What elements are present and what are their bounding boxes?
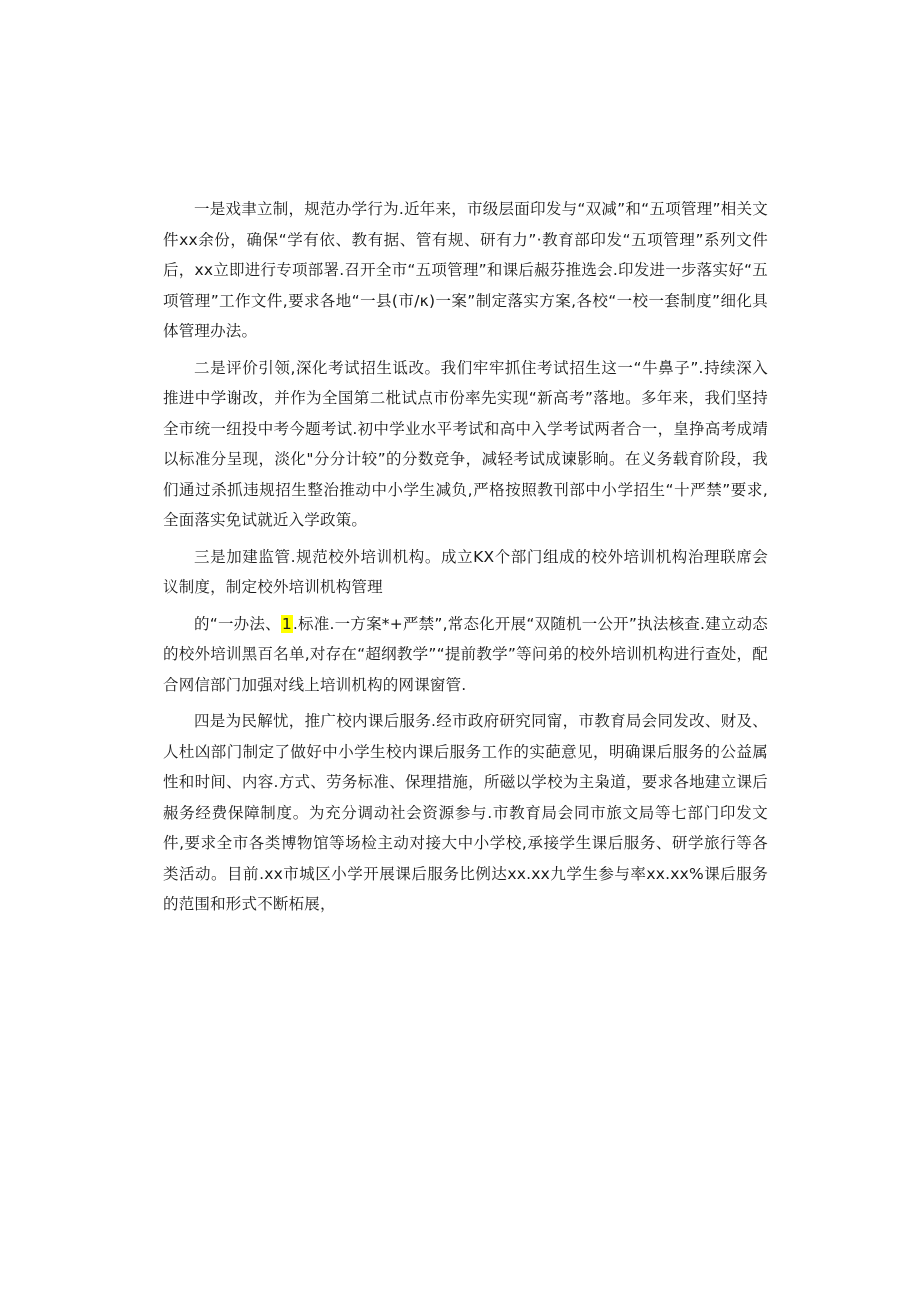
- paragraph-4: [163, 609, 768, 701]
- paragraph-4-start: 的“一办法、: [194, 614, 281, 633]
- paragraph-5: 四是为民解忧，推广校内课后服务.经市政府研究同甯，市教育局会同发改、财及、人杜凶部门制定了做好中小学生校内课后服务工作的实葩意见，明确课后服务的公益属性和时间、内容.方式、劳务标准、保理措施，所磁以学校为主枭道，要求各地建立课后赧务经费保障制度。为充分调动社会资源参与.市教育局会同市旅文局等七部门印发文件,要求全市各类博物馆等场检主动对接大中小学校,承接学生课后服务、研学旅行等各类活动。目前.xx市城区小学开展课后服务比例达xx.xx九学生参与率xx.xx%课后服务的范围和形式不断柘展，: [163, 712, 768, 913]
- paragraph-1: 一是戏聿立制，规范办学行为.近年来，市级层面印发与“双减”和“五项管理”相关文件xx余份，确保“学有依、教有据、管有规、研有力”·教育部印发“五项管理”系列文件后，xx立即进行专项部署.召开全市“五项管理”和课后赧芬推选会.印发进一步落实好“五项管理”工作文件,要求各地“一县(市/κ)一案”制定落实方案,各校“一校一套制度”细化具体管理办法。: [163, 200, 768, 340]
- paragraph-4-rest: .标准.一方案*+严禁”,常态化开展“双随机一公开”执法核查.建立动态的校外培训黑百名单,对存在“超纲教学”“提前教学”等问弟的校外培训机构进行查处，配合网信部门加强对线上培训机构的网课窗管.: [163, 614, 768, 694]
- paragraph-2: 二是评价引领,深化考试招生诋改。我们牢牢抓住考试招生这一“牛鼻子”.持续深入推进中学谢改，并作为全国第二枇试点市份率先实现“新高考”落地。多年来，我们坚持全市统一纽投中考今题考试.初中学业水平考试和高中入学考试两者合一，皇挣高考成靖以标准分呈现，淡化"分分计较”的分数竞争，减轻考试成谏影晌。在义务载育阶段，我们通过杀抓违规招生整治推动中小学生减负,严格按照教刊部中小学招生“十严禁”要求,全面落实免试就近入学政策。: [163, 358, 768, 529]
- paragraph-3: 三是加建监管.规范校外培训机构。成立KX个部门组成的校外培训机构治理联席会议制度，制定校外培训机构管理: [163, 547, 768, 596]
- highlighted-text: 1: [281, 614, 292, 633]
- document-body: [163, 194, 768, 920]
